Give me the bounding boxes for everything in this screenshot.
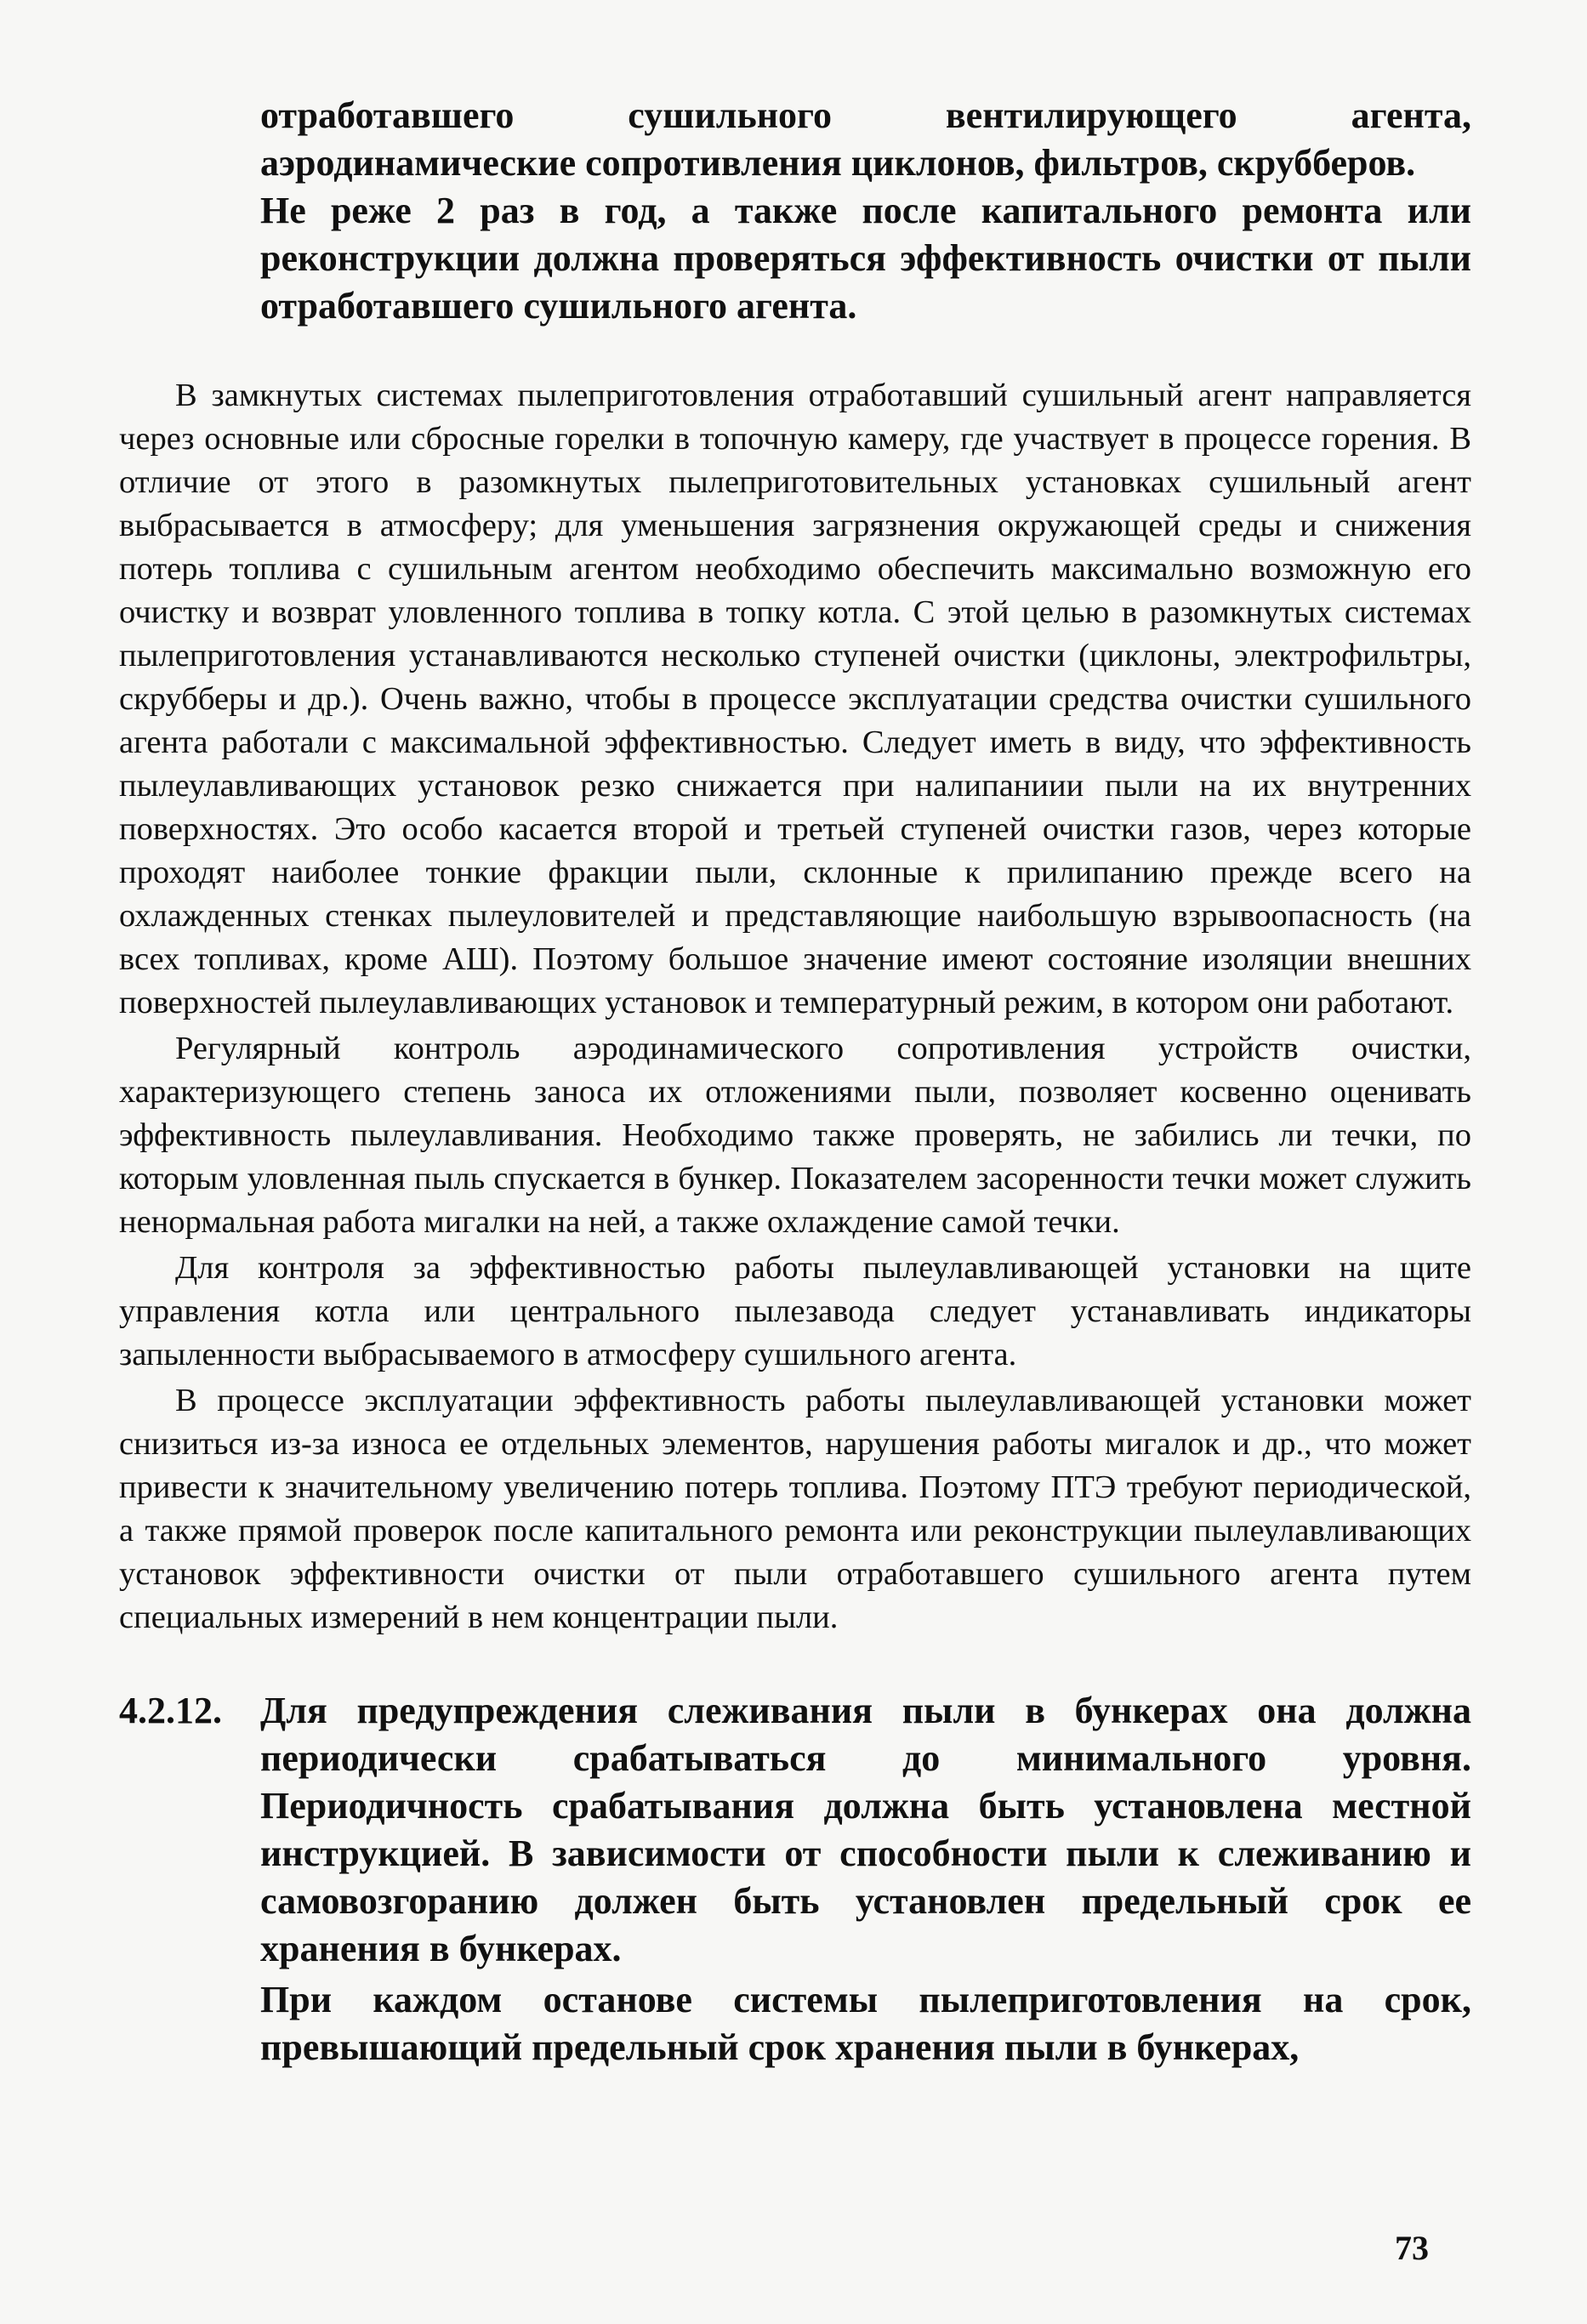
intro-paragraph-2: Не реже 2 раз в год, а также после капитального ремонта или реконструкции должна проверяться эффективность очистки от пыли отработавшего сушильного агента. [260,190,1471,327]
document-page [119,92,1471,2071]
section-number: 4.2.12. [119,1690,222,1731]
commentary-paragraph-2: Регулярный контроль аэродинамического сопротивления устройств очистки, характеризующего степень заноса их отложениями пыли, позволяет косвенно оценивать эффективность пылеулавливания. Необходимо также проверять, не забились ли течки, по которым уловленная пыль спускается в бункер. Показателем засоренности течки может служить ненормальная работа мигалки на ней, а также охлаждение самой течки. [119,1031,1471,1240]
intro-paragraph-1: отработавшего сушильного вентилирующего агента, аэродинамические сопротивления циклонов, фильтров, скрубберов. [260,94,1471,184]
intro-bold-block [119,92,1471,330]
commentary-paragraph-3: Для контроля за эффективностью работы пылеулавливающей установки на щите управления котла или центрального пылезавода следует устанавливать индикаторы запыленности выбрасываемого в атмосферу сушильного агента. [119,1250,1471,1372]
commentary-block [119,374,1471,1639]
section-paragraph-1: Для предупреждения слеживания пыли в бункерах она должна периодически срабатываться до минимального уровня. Периодичность срабатывания должна быть установлена местной инструкцией. В зависимости от способности пыли к слеживанию и самовозгоранию должен быть установлен предельный срок ее хранения в бункерах. [260,1690,1471,1969]
commentary-paragraph-4: В процессе эксплуатации эффективность работы пылеулавливающей установки может снизиться из-за износа ее отдельных элементов, нарушения работы мигалок и др., что может привести к значительному увеличению потерь топлива. Поэтому ПТЭ требуют периодической, а также прямой проверок после капитального ремонта или реконструкции пылеулавливающих установок эффективности очистки от пыли отработавшего сушильного агента путем специальных измерений в нем концентрации пыли. [119,1383,1471,1635]
section-body [260,1687,1471,2071]
page-number: 73 [1395,2229,1429,2267]
section-paragraph-2: При каждом останове системы пылеприготовления на срок, превышающий предельный срок хранения пыли в бункерах, [260,1979,1471,2068]
section-4-2-12 [119,1687,1471,2071]
commentary-paragraph-1: В замкнутых системах пылеприготовления отработавший сушильный агент направляется через основные или сбросные горелки в топочную камеру, где участвует в процессе горения. В отличие от этого в разомкнутых пылеприготовительных установках сушильный агент выбрасывается в атмосферу; для уменьшения загрязнения окружающей среды и снижения потерь топлива с сушильным агентом необходимо обеспечить максимально возможную его очистку и возврат уловленного топлива в топку котла. С этой целью в разомкнутых системах пылеприготовления устанавливаются несколько ступеней очистки (циклоны, электрофильтры, скрубберы и др.). Очень важно, чтобы в процессе эксплуатации средства очистки сушильного агента работали с максимальной эффективностью. Следует иметь в виду, что эффективность пылеулавливающих установок резко снижается при налипаниии пыли на их внутренних поверхностях. Это особо касается второй и третьей ступеней очистки газов, через которые проходят наиболее тонкие фракции пыли, склонные к прилипанию прежде всего на охлажденных стенках пылеуловителей и представляющие наибольшую взрывоопасность (на всех топливах, кроме АШ). Поэтому большое значение имеют состояние изоляции внешних поверхностей пылеулавливающих установок и температурный режим, в котором они работают. [119,378,1471,1020]
